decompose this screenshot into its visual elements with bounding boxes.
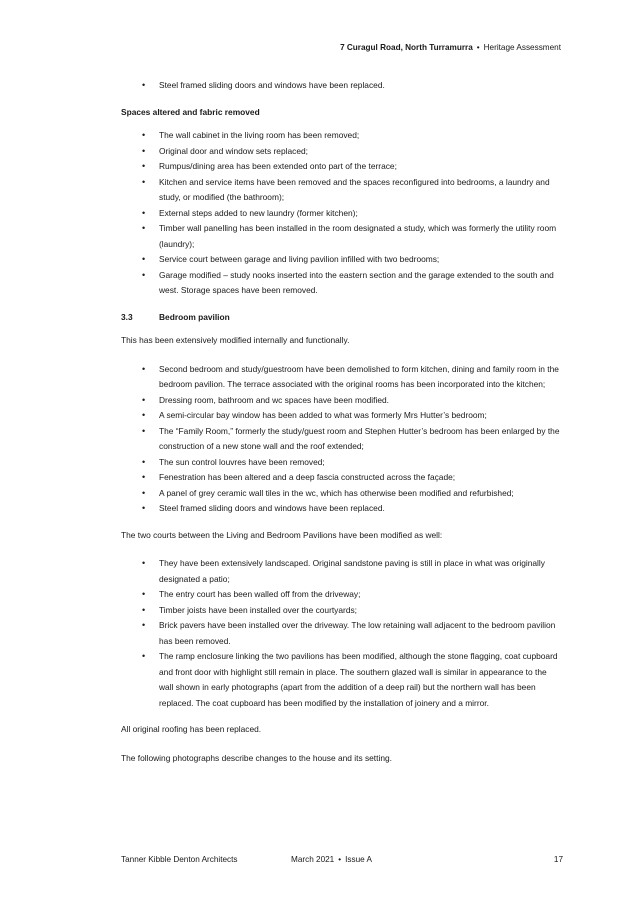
- courts-list: [121, 556, 563, 711]
- bullet-list-top: [121, 78, 563, 94]
- page-content: [121, 78, 563, 766]
- footer-separator: •: [338, 855, 342, 864]
- header-doc-type: Heritage Assessment: [483, 43, 561, 52]
- list-item: • Steel framed sliding doors and windows have been replaced.: [121, 78, 563, 94]
- list-item: • Second bedroom and study/guestroom have been demolished to form kitchen, dining and family room in the bedroom pavilion. The terrace associated with the original rooms has been incorporated into the kitchen;: [121, 362, 563, 393]
- list-item: • Original door and window sets replaced;: [121, 144, 563, 160]
- section-heading-bedroom: [121, 310, 563, 326]
- list-item: • Kitchen and service items have been removed and the spaces reconfigured into bedrooms, a laundry and study, or modified (the bathroom);: [121, 175, 563, 206]
- footer-date: March 2021: [291, 855, 335, 864]
- spaces-list: [121, 128, 563, 299]
- list-item: • They have been extensively landscaped. Original sandstone paving is still in place in what was originally designated a patio;: [121, 556, 563, 587]
- list-item: • The sun control louvres have been removed;: [121, 455, 563, 471]
- page-number: 17: [553, 855, 563, 864]
- header-address: 7 Curagul Road, North Turramurra: [340, 43, 473, 52]
- bedroom-list: [121, 362, 563, 517]
- list-item: • Rumpus/dining area has been extended onto part of the terrace;: [121, 159, 563, 175]
- footer-issue: Issue A: [345, 855, 372, 864]
- list-item: • Garage modified – study nooks inserted into the eastern section and the garage extended to the south and west. Storage spaces have been removed.: [121, 268, 563, 299]
- list-item: • The “Family Room,” formerly the study/guest room and Stephen Hutter’s bedroom has been enlarged by the construction of a new stone wall and the roof extended;: [121, 424, 563, 455]
- list-item: • Fenestration has been altered and a deep fascia constructed across the façade;: [121, 470, 563, 486]
- list-item: • Timber wall panelling has been installed in the room designated a study, which was formerly the utility room (laundry);: [121, 221, 563, 252]
- list-item: • Brick pavers have been installed over the driveway. The low retaining wall adjacent to the bedroom pavilion has been removed.: [121, 618, 563, 649]
- roofing-note: All original roofing has been replaced.: [121, 724, 262, 734]
- list-item: • Timber joists have been installed over the courtyards;: [121, 603, 563, 619]
- list-item: • A panel of grey ceramic wall tiles in the wc, which has otherwise been modified and refurbished;: [121, 486, 563, 502]
- page-header: [340, 43, 561, 52]
- courts-intro: The two courts between the Living and Bedroom Pavilions have been modified as well:: [121, 529, 443, 540]
- footer-firm: Tanner Kibble Denton Architects: [121, 855, 238, 864]
- list-item: • The entry court has been walled off from the driveway;: [121, 587, 563, 603]
- header-separator: •: [476, 43, 480, 52]
- spaces-heading: Spaces altered and fabric removed: [121, 106, 260, 117]
- list-item: • Service court between garage and living pavilion infilled with two bedrooms;: [121, 252, 563, 268]
- list-item: • External steps added to new laundry (former kitchen);: [121, 206, 563, 222]
- list-item: • Steel framed sliding doors and windows have been replaced.: [121, 501, 563, 517]
- list-item: • Dressing room, bathroom and wc spaces have been modified.: [121, 393, 563, 409]
- footer-issue-info: [291, 855, 372, 864]
- list-item: • The ramp enclosure linking the two pavilions has been modified, although the stone flagging, coat cupboard and front door with highlight still remain in place. The southern glazed wall is similar in appearance to the wall shown in early photographs (apart from the addition of a deep rail) but the northern wall has been replaced. The coat cupboard has been modified by the installation of joinery and a mirror.: [121, 649, 563, 711]
- section-title: Bedroom pavilion: [159, 311, 230, 322]
- list-item: • A semi-circular bay window has been added to what was formerly Mrs Hutter’s bedroom;: [121, 408, 563, 424]
- list-item: • The wall cabinet in the living room has been removed;: [121, 128, 563, 144]
- bedroom-intro: This has been extensively modified internally and functionally.: [121, 335, 350, 345]
- photographs-note: The following photographs describe changes to the house and its setting.: [121, 752, 392, 763]
- section-number: 3.3: [121, 311, 133, 322]
